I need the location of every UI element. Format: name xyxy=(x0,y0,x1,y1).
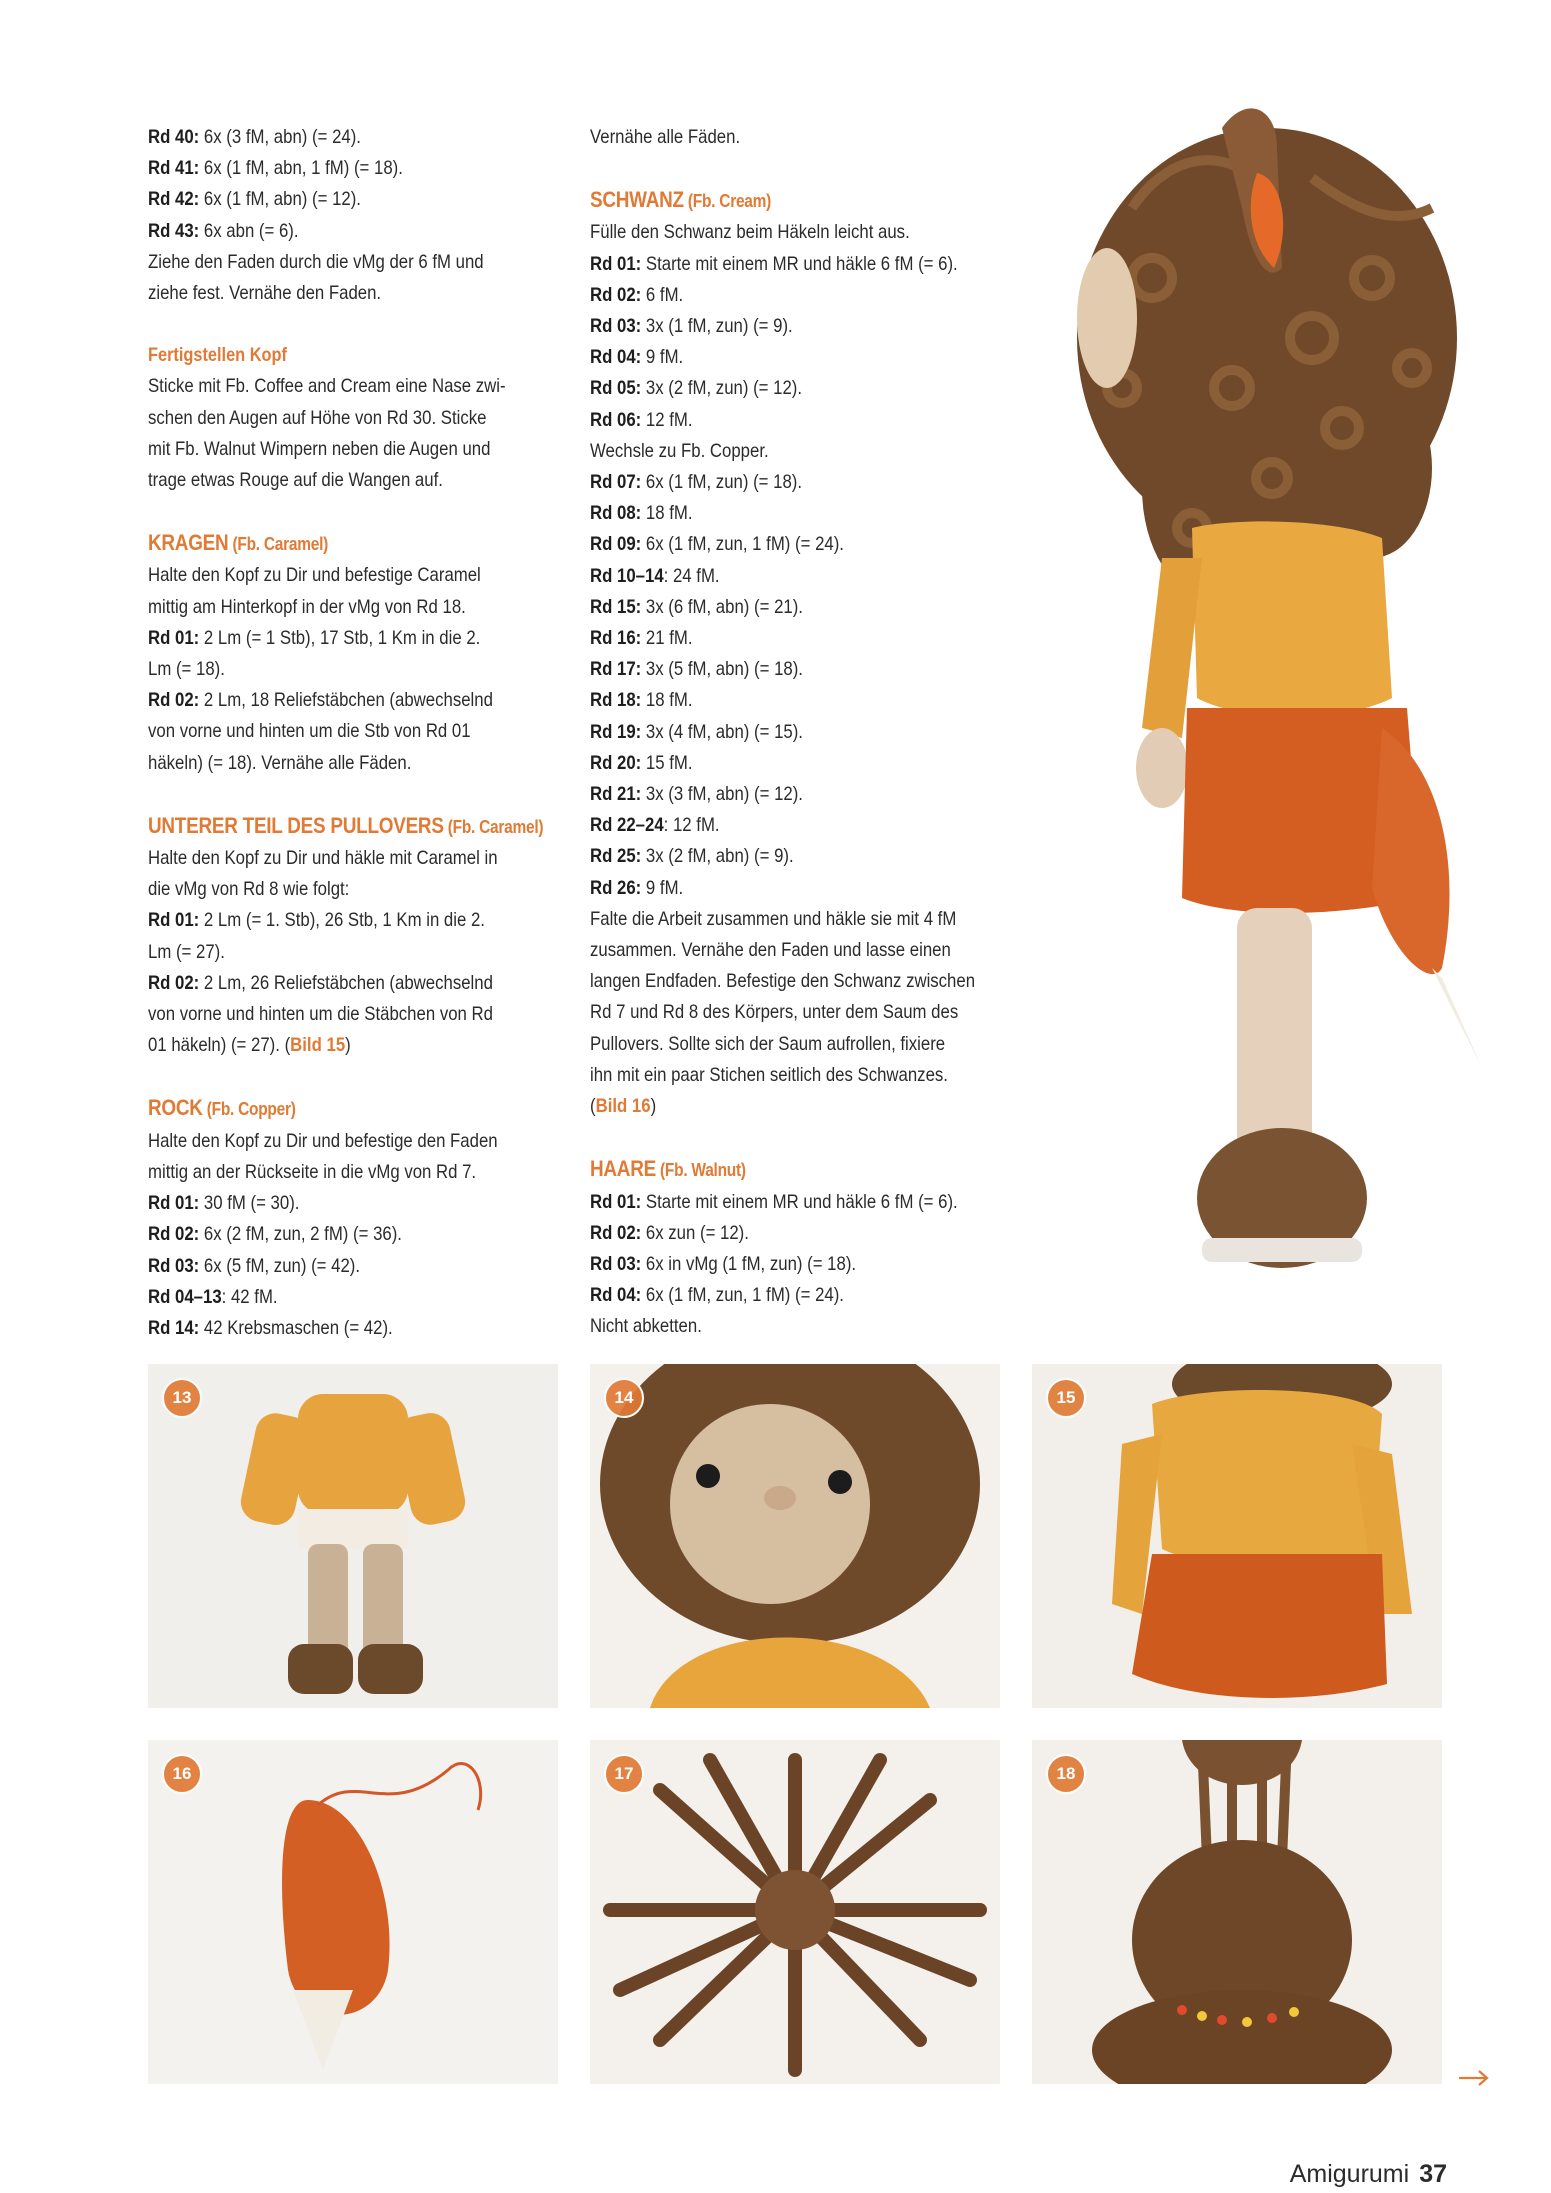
line-text: Halte den Kopf zu Dir und befestige den Faden xyxy=(148,1129,498,1152)
paragraph-gap xyxy=(148,1061,543,1092)
round-label: Rd 03: xyxy=(148,1254,200,1277)
round-label: Rd 04: xyxy=(590,346,642,369)
round-label: Rd 17: xyxy=(590,658,642,681)
line-text: 2 Lm (= 1. Stb), 26 Stb, 1 Km in die 2. xyxy=(199,909,485,932)
photo-number-badge: 13 xyxy=(162,1378,202,1418)
doll-head-photo xyxy=(590,1364,1000,1708)
round-label: Rd 25: xyxy=(590,845,642,868)
tail-photo xyxy=(148,1740,558,2084)
text-line xyxy=(148,560,543,591)
photo-number-badge: 18 xyxy=(1046,1754,1086,1794)
yarn-color: (Fb. Caramel) xyxy=(228,534,329,555)
round-instruction xyxy=(590,342,975,373)
round-instruction xyxy=(590,717,975,748)
yarn-color: (Fb. Copper) xyxy=(202,1099,296,1120)
round-instruction xyxy=(590,623,975,654)
section-heading xyxy=(590,184,975,217)
round-instruction xyxy=(590,405,975,436)
line-text: 6x (1 fM, zun, 1 fM) (= 24). xyxy=(641,533,844,556)
text-line xyxy=(590,966,975,997)
line-text: 9 fM. xyxy=(641,876,684,899)
round-label: Rd 07: xyxy=(590,471,642,494)
round-instruction xyxy=(590,311,975,342)
sub-heading xyxy=(148,340,543,371)
line-text: 30 fM (= 30). xyxy=(199,1192,300,1215)
line-text: 18 fM. xyxy=(641,502,693,525)
line-text: 6x (1 fM, abn) (= 12). xyxy=(199,188,361,211)
section-title: SCHWANZ xyxy=(590,187,684,213)
round-label: Rd 09: xyxy=(590,533,642,556)
text-line xyxy=(148,999,543,1030)
page-footer xyxy=(1290,2160,1447,2189)
line-text: Lm (= 18). xyxy=(148,658,225,681)
magazine-name: Amigurumi xyxy=(1289,2160,1410,2188)
hair-back-photo xyxy=(1032,1740,1442,2084)
line-text: Halte den Kopf zu Dir und befestige Caramel xyxy=(148,564,481,587)
round-label: Rd 18: xyxy=(590,689,642,712)
image-reference: Bild 15 xyxy=(290,1034,346,1057)
section-title: UNTERER TEIL DES PULLOVERS xyxy=(148,812,444,838)
round-instruction xyxy=(148,122,543,153)
right-text-column xyxy=(590,122,975,1343)
text-line xyxy=(148,937,543,968)
round-label: Rd 04–13 xyxy=(148,1285,222,1308)
line-text: mittig an der Rückseite in die vMg von Rd 7. xyxy=(148,1160,477,1183)
image-reference: Bild 16 xyxy=(595,1095,651,1118)
text-line xyxy=(148,434,543,465)
line-text: Ziehe den Faden durch die vMg der 6 fM und xyxy=(148,250,484,273)
hair-cap-photo xyxy=(590,1740,1000,2084)
round-label: Rd 43: xyxy=(148,219,200,242)
section-title: KRAGEN xyxy=(148,530,229,556)
round-label: Rd 02: xyxy=(148,689,200,712)
line-text: 6 fM. xyxy=(641,283,684,306)
section-title: HAARE xyxy=(590,1156,656,1182)
text-line xyxy=(148,371,543,402)
round-label: Rd 02: xyxy=(148,1223,200,1246)
photo-number-badge: 17 xyxy=(604,1754,644,1794)
text-line xyxy=(148,465,543,496)
round-instruction xyxy=(148,1219,543,1250)
line-text: Falte die Arbeit zusammen und häkle sie mit 4 fM xyxy=(590,907,957,930)
line-text: Vernähe alle Fäden. xyxy=(590,126,741,148)
line-text: mittig am Hinterkopf in der vMg von Rd 18. xyxy=(148,595,466,618)
text-line xyxy=(148,1157,543,1188)
text-line xyxy=(148,278,543,309)
line-text: Pullovers. Sollte sich der Saum aufrollen, fixiere xyxy=(590,1032,946,1055)
hero-doll-photo xyxy=(1012,88,1551,1320)
line-text: Rd 7 und Rd 8 des Körpers, unter dem Saum des xyxy=(590,1001,959,1024)
round-instruction xyxy=(590,561,975,592)
round-label: Rd 16: xyxy=(590,627,642,650)
line-text: : 12 fM. xyxy=(663,814,720,837)
line-text: 9 fM. xyxy=(641,346,684,369)
line-text: 6x (1 fM, zun, 1 fM) (= 24). xyxy=(641,1284,844,1307)
round-instruction xyxy=(590,654,975,685)
round-label: Rd 41: xyxy=(148,157,200,180)
round-instruction xyxy=(590,1218,975,1249)
text-line xyxy=(590,122,975,153)
round-label: Rd 02: xyxy=(590,283,642,306)
line-text: 2 Lm (= 1 Stb), 17 Stb, 1 Km in die 2. xyxy=(199,626,481,649)
line-text: 3x (4 fM, abn) (= 15). xyxy=(641,720,803,743)
round-label: Rd 19: xyxy=(590,720,642,743)
round-label: Rd 02: xyxy=(148,971,200,994)
line-text: 18 fM. xyxy=(641,689,693,712)
line-text: ( xyxy=(590,1095,596,1118)
round-label: Rd 26: xyxy=(590,876,642,899)
round-instruction xyxy=(148,1313,543,1344)
line-text: 6x (2 fM, zun, 2 fM) (= 36). xyxy=(199,1223,402,1246)
line-text: ) xyxy=(345,1034,351,1057)
text-line xyxy=(148,592,543,623)
line-text: 6x (5 fM, zun) (= 42). xyxy=(199,1254,361,1277)
round-instruction xyxy=(590,592,975,623)
text-line xyxy=(148,843,543,874)
line-text: von vorne und hinten um die Stäbchen von Rd xyxy=(148,1003,493,1026)
text-line xyxy=(148,748,543,779)
text-line xyxy=(148,1126,543,1157)
line-text: trage etwas Rouge auf die Wangen auf. xyxy=(148,469,443,492)
line-text: zusammen. Vernähe den Faden und lasse einen xyxy=(590,939,951,962)
line-text: ihn mit ein paar Stichen seitlich des Schwanzes. xyxy=(590,1063,948,1086)
round-label: Rd 20: xyxy=(590,751,642,774)
line-text: ) xyxy=(650,1095,657,1118)
line-text: 2 Lm, 26 Reliefstäbchen (abwechselnd xyxy=(199,971,493,994)
line-text: ziehe fest. Vernähe den Faden. xyxy=(148,282,382,305)
line-text: 3x (1 fM, zun) (= 9). xyxy=(641,315,793,338)
yarn-color: (Fb. Walnut) xyxy=(655,1160,746,1181)
line-text: langen Endfaden. Befestige den Schwanz zwischen xyxy=(590,970,976,993)
line-text: 6x in vMg (1 fM, zun) (= 18). xyxy=(641,1252,857,1275)
line-text: 2 Lm, 18 Reliefstäbchen (abwechselnd xyxy=(199,689,493,712)
line-text: : 42 fM. xyxy=(221,1285,278,1308)
text-line xyxy=(590,904,975,935)
round-instruction xyxy=(148,153,543,184)
text-line xyxy=(590,935,975,966)
round-label: Rd 01: xyxy=(148,1192,200,1215)
round-instruction xyxy=(590,1280,975,1311)
line-text: Starte mit einem MR und häkle 6 fM (= 6). xyxy=(641,252,958,275)
arrow-right-icon xyxy=(1458,2068,1490,2088)
round-label: Rd 10–14 xyxy=(590,564,664,587)
round-instruction xyxy=(590,373,975,404)
round-label: Rd 21: xyxy=(590,783,642,806)
line-text: 3x (3 fM, abn) (= 12). xyxy=(641,783,803,806)
text-line xyxy=(148,403,543,434)
round-label: Rd 01: xyxy=(148,909,200,932)
left-text-column xyxy=(148,122,543,1344)
round-label: Rd 04: xyxy=(590,1284,642,1307)
round-instruction xyxy=(590,1187,975,1218)
round-instruction xyxy=(148,216,543,247)
paragraph-gap xyxy=(590,1122,975,1153)
round-instruction xyxy=(590,1249,975,1280)
round-label: Rd 03: xyxy=(590,315,642,338)
round-label: Rd 22–24 xyxy=(590,814,664,837)
round-label: Rd 15: xyxy=(590,595,642,618)
text-line xyxy=(590,1091,975,1122)
line-text: 3x (2 fM, zun) (= 12). xyxy=(641,377,803,400)
round-label: Rd 06: xyxy=(590,408,642,431)
round-instruction xyxy=(590,841,975,872)
line-text: Halte den Kopf zu Dir und häkle mit Caramel in xyxy=(148,847,498,870)
line-text: Wechsle zu Fb. Copper. xyxy=(590,439,769,462)
photo-number-badge: 14 xyxy=(604,1378,644,1418)
paragraph-gap xyxy=(148,309,543,340)
round-instruction xyxy=(148,1251,543,1282)
line-text: Sticke mit Fb. Coffee and Cream eine Nase zwi- xyxy=(148,375,506,398)
line-text: 6x zun (= 12). xyxy=(641,1221,749,1244)
line-text: 21 fM. xyxy=(641,627,693,650)
text-line xyxy=(590,1029,975,1060)
text-line xyxy=(590,997,975,1028)
round-instruction xyxy=(590,779,975,810)
line-text: 42 Krebsmaschen (= 42). xyxy=(199,1316,393,1339)
round-instruction xyxy=(148,623,543,654)
line-text: 6x (3 fM, abn) (= 24). xyxy=(199,126,361,148)
round-instruction xyxy=(590,810,975,841)
round-instruction xyxy=(590,467,975,498)
round-instruction xyxy=(148,968,543,999)
round-instruction xyxy=(590,685,975,716)
line-text: Lm (= 27). xyxy=(148,940,225,963)
line-text: schen den Augen auf Höhe von Rd 30. Sticke xyxy=(148,406,487,429)
round-instruction xyxy=(148,685,543,716)
round-instruction xyxy=(148,184,543,215)
yarn-color: (Fb. Cream) xyxy=(683,191,772,212)
section-heading xyxy=(148,810,543,843)
round-label: Rd 01: xyxy=(148,626,200,649)
text-line xyxy=(590,436,975,467)
doll-skirt-photo xyxy=(1032,1364,1442,1708)
doll-body-photo xyxy=(148,1364,558,1708)
round-label: Rd 08: xyxy=(590,502,642,525)
text-line xyxy=(148,247,543,278)
section-heading xyxy=(148,1092,543,1125)
round-instruction xyxy=(590,498,975,529)
photo-number-badge: 15 xyxy=(1046,1378,1086,1418)
line-text: 01 häkeln) (= 27). ( xyxy=(148,1034,291,1057)
line-text: 3x (2 fM, abn) (= 9). xyxy=(641,845,794,868)
round-label: Rd 42: xyxy=(148,188,200,211)
round-instruction xyxy=(590,873,975,904)
round-label: Rd 05: xyxy=(590,377,642,400)
photo-number-badge: 16 xyxy=(162,1754,202,1794)
sub-heading-text: Fertigstellen Kopf xyxy=(148,345,287,367)
paragraph-gap xyxy=(148,779,543,810)
paragraph-gap xyxy=(590,153,975,184)
round-instruction xyxy=(148,1282,543,1313)
line-text: 15 fM. xyxy=(641,751,693,774)
section-heading xyxy=(148,527,543,560)
round-label: Rd 01: xyxy=(590,252,642,275)
line-text: Starte mit einem MR und häkle 6 fM (= 6). xyxy=(641,1190,958,1213)
text-line xyxy=(148,716,543,747)
line-text: 6x (1 fM, zun) (= 18). xyxy=(641,471,803,494)
round-label: Rd 01: xyxy=(590,1190,642,1213)
line-text: : 24 fM. xyxy=(663,564,720,587)
paragraph-gap xyxy=(148,496,543,527)
text-line xyxy=(148,1030,543,1061)
line-text: Nicht abketten. xyxy=(590,1315,702,1338)
round-instruction xyxy=(590,748,975,779)
round-instruction xyxy=(590,280,975,311)
round-instruction xyxy=(148,1188,543,1219)
round-label: Rd 40: xyxy=(148,126,200,148)
round-instruction xyxy=(590,529,975,560)
line-text: mit Fb. Walnut Wimpern neben die Augen und xyxy=(148,437,491,460)
section-heading xyxy=(590,1153,975,1186)
round-label: Rd 02: xyxy=(590,1221,642,1244)
line-text: Fülle den Schwanz beim Häkeln leicht aus. xyxy=(590,221,910,244)
round-instruction xyxy=(590,249,975,280)
text-line xyxy=(148,654,543,685)
line-text: 6x (1 fM, abn, 1 fM) (= 18). xyxy=(199,157,403,180)
round-label: Rd 14: xyxy=(148,1316,200,1339)
text-line xyxy=(148,874,543,905)
text-line xyxy=(590,217,975,248)
line-text: die vMg von Rd 8 wie folgt: xyxy=(148,878,350,901)
round-instruction xyxy=(148,905,543,936)
round-label: Rd 03: xyxy=(590,1252,642,1275)
yarn-color: (Fb. Caramel) xyxy=(443,816,544,837)
page-number: 37 xyxy=(1419,2160,1447,2188)
text-line xyxy=(590,1311,975,1342)
line-text: 3x (6 fM, abn) (= 21). xyxy=(641,595,803,618)
line-text: häkeln) (= 18). Vernähe alle Fäden. xyxy=(148,751,412,774)
section-title: ROCK xyxy=(148,1095,203,1121)
line-text: 12 fM. xyxy=(641,408,693,431)
line-text: von vorne und hinten um die Stb von Rd 01 xyxy=(148,720,471,743)
text-line xyxy=(590,1060,975,1091)
line-text: 3x (5 fM, abn) (= 18). xyxy=(641,658,803,681)
line-text: 6x abn (= 6). xyxy=(199,219,299,242)
